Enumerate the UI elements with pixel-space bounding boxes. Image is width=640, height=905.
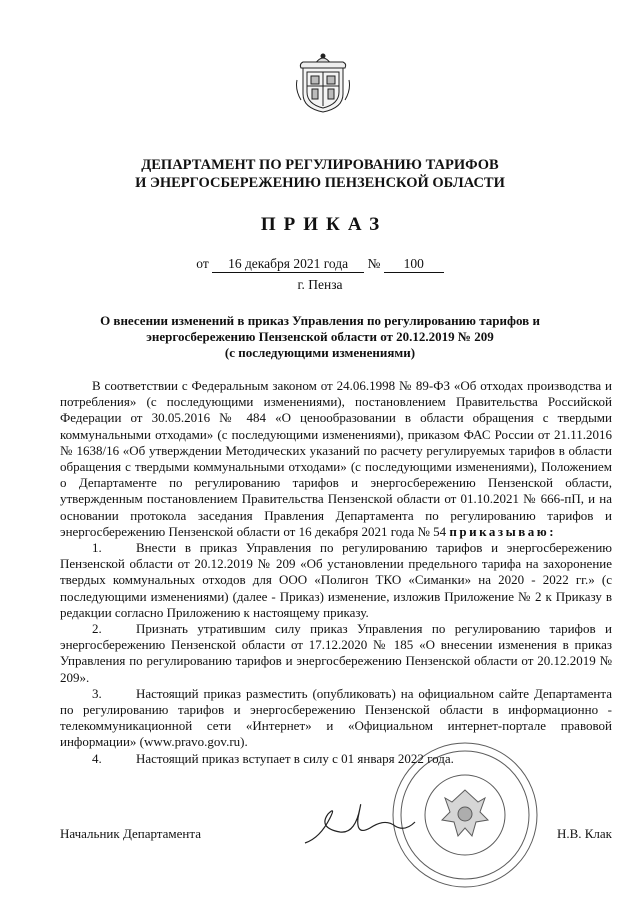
list-item [60, 621, 612, 686]
item-text: Настоящий приказ вступает в силу с 01 января 2022 года. [136, 750, 454, 766]
item-number: 4. [92, 750, 102, 766]
department-line-2: И ЭНЕРГОСБЕРЕЖЕНИЮ ПЕНЗЕНСКОЙ ОБЛАСТИ [135, 175, 505, 191]
department-line-1: ДЕПАРТАМЕНТ ПО РЕГУЛИРОВАНИЮ ТАРИФОВ [141, 157, 499, 173]
signature-block [60, 826, 612, 842]
item-text: Признать утратившим силу приказ Управления по регулированию тарифов и энергосбережению Пензенской области от 17.12.2020 № 185 «О внесении изменения в приказ Управления по регулированию тарифов и энергосбережению Пензенской области от 20.12.2019 № 209». [60, 621, 612, 685]
signer-name: Н.В. Клак [556, 826, 612, 841]
order-number: 100 [384, 256, 444, 273]
intro-text: В соответствии с Федеральным законом от 24.06.1998 № 89-ФЗ «Об отходах производства и потребления» (с последующими изменениями), постановлением Правительства Российской Федерации от 30.05.2016 № 484 «О ценообразовании в области обращения с твердыми коммунальными отходами» (с последующими изменениями), приказом ФАС России от 21.11.2016 № 1638/16 «Об утверждении Методических указаний по расчету регулируемых тарифов в области обращения с твердыми коммунальными отходами» (с последующими изменениями), Положением о Департаменте по регулированию тарифов и энергосбережению Пензенской области, утвержденным постановлением Правительства Пензенской области от 01.10.2021 № 666-пП, и на основании протокола заседания Правления Департамента по регулированию тарифов и энергосбережению Пензенской области от 16 декабря 2021 года № 54 [60, 378, 612, 539]
signer-position: Начальник Департамента [60, 826, 201, 841]
order-date-line [0, 256, 640, 273]
intro-paragraph [60, 378, 612, 540]
order-subject [60, 313, 580, 361]
order-body [60, 378, 612, 767]
subject-line-3: (с последующими изменениями) [224, 345, 416, 360]
department-header [0, 156, 640, 192]
item-text: Внести в приказ Управления по регулированию тарифов и энергосбережению Пензенской области от 20.12.2019 № 209 «Об установлении предельного тарифа на захоронение твердых коммунальных отходов для ООО «Полигон ТКО «Симанки» на 2020 - 2022 гг.» (с последующими изменениями) (далее - Приказ) изменение, изложив Приложение № 2 к Приказу в редакции согласно Приложению к настоящему приказу. [60, 540, 612, 620]
order-city: г. Пенза [297, 277, 343, 292]
coat-of-arms-emblem [295, 50, 351, 114]
item-number: 1. [92, 540, 102, 556]
handwritten-signature [300, 788, 420, 858]
order-verb: приказываю: [449, 523, 557, 539]
date-prefix: от [196, 256, 209, 271]
subject-line-1: О внесении изменений в приказ Управления по регулированию тарифов и [100, 313, 540, 328]
number-prefix: № [367, 256, 381, 271]
order-date: 16 декабря 2021 года [212, 256, 364, 273]
list-item [60, 540, 612, 621]
item-number: 2. [92, 621, 102, 637]
item-number: 3. [92, 685, 102, 701]
subject-line-2: энергосбережению Пензенской области от 20.12.2019 № 209 [146, 329, 494, 344]
item-text: Настоящий приказ разместить (опубликовать) на официальном сайте Департамента по регулированию тарифов и энергосбережению Пензенской области в информационно - телекоммуникационной сети «Интернет» и «Официальном интернет-портале правовой информации» (www.pravo.gov.ru). [60, 685, 612, 750]
order-title: ПРИКАЗ [260, 214, 388, 235]
